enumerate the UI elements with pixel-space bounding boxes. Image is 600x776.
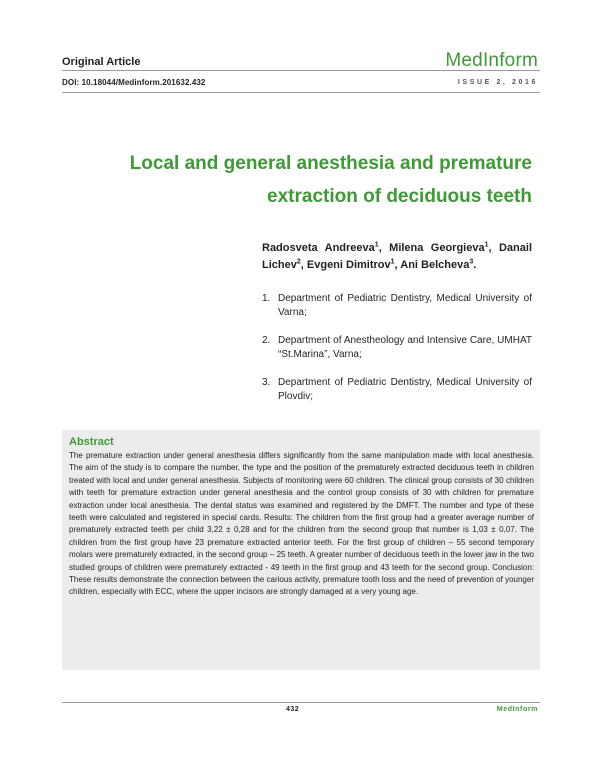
author-name: Ani Belcheva <box>400 259 470 271</box>
affiliation-text: Department of Pediatric Dentistry, Medical University of Varna; <box>278 293 532 318</box>
author-affiliation-mark: 3 <box>469 258 474 266</box>
doi-label: DOI: 10.18044/Medinform.201632.432 <box>62 78 206 87</box>
affiliation-item <box>262 292 532 319</box>
affiliation-text: Department of Pediatric Dentistry, Medical University of Plovdiv; <box>278 377 532 402</box>
affiliation-number: 2. <box>262 335 271 346</box>
author-separator: , <box>300 259 307 271</box>
abstract-body: The premature extraction under general anesthesia differs significantly from the same manipulation made with local anesthesia. The aim of the study is to compare the number, the type and the position of the prematurely extracted deciduous teeth in children treated with local and under general anesthesia. Subjects of monitoring were 60 children. The clinical group consists of 30 children with teeth for premature extraction under general anesthesia and the control group consists of 30 with children for premature extraction under local anesthesia. The dental status was examined and registered by the DMFT. The number and type of these teeth were calculated and registered in special cards. Results: The children from the first group had a greater average number of prematurely extracted teeth per child 3,22 ± 0,28 and for the children from the second group that number is 1,03 ± 0,07. The children from the first group have 23 premature extracted anterior teeth. For the first group of children – 55 second temporary molars were prematurely extracted, in the second group – 25 teeth. A greater number of deciduous teeth in the lower jaw in the two studied groups of children were prematurely extracted - 49 teeth in the first group and 43 teeth for the second group. Conclusion: These results demonstrate the connection between the carious activity, premature tooth loss and the need of prevention of younger children, especially with ECC, where the upper incisors are strongly damaged at a very young age. <box>69 451 534 597</box>
affiliation-item <box>262 376 532 403</box>
author-list <box>262 240 532 274</box>
header-divider <box>62 70 540 71</box>
author-affiliation-mark: 2 <box>296 258 301 266</box>
affiliation-list <box>262 292 532 418</box>
abstract-heading: Abstract <box>69 436 114 448</box>
journal-brand-logo: MedInform <box>445 50 538 71</box>
author-separator: , <box>394 259 401 271</box>
author-name: Milena Georgieva <box>389 242 485 254</box>
author-affiliation-mark: 1 <box>374 241 379 249</box>
author-name: Danail Lichev <box>262 242 532 271</box>
author-separator: . <box>473 259 477 271</box>
affiliation-item <box>262 334 532 361</box>
page-number: 432 <box>286 706 300 713</box>
author-affiliation-mark: 1 <box>484 241 489 249</box>
author-name: Radosveta Andreeva <box>262 242 375 254</box>
affiliation-number: 1. <box>262 293 271 304</box>
author-separator: , <box>378 242 390 254</box>
article-title: Local and general anesthesia and premature extraction of deciduous teeth <box>129 153 532 207</box>
affiliation-number: 3. <box>262 377 271 388</box>
author-affiliation-mark: 1 <box>390 258 395 266</box>
author-name: Evgeni Dimitrov <box>306 259 391 271</box>
issue-label: ISSUE 2, 2016 <box>457 79 538 86</box>
footer-brand: MedInform <box>496 706 538 713</box>
footer-divider <box>62 702 540 703</box>
header-divider-lower <box>62 92 540 93</box>
affiliation-text: Department of Anestheology and Intensive Care, UMHAT “St.Marina”, Varna; <box>278 335 532 360</box>
article-type-label: Original Article <box>62 56 141 68</box>
author-separator: , <box>488 242 499 254</box>
